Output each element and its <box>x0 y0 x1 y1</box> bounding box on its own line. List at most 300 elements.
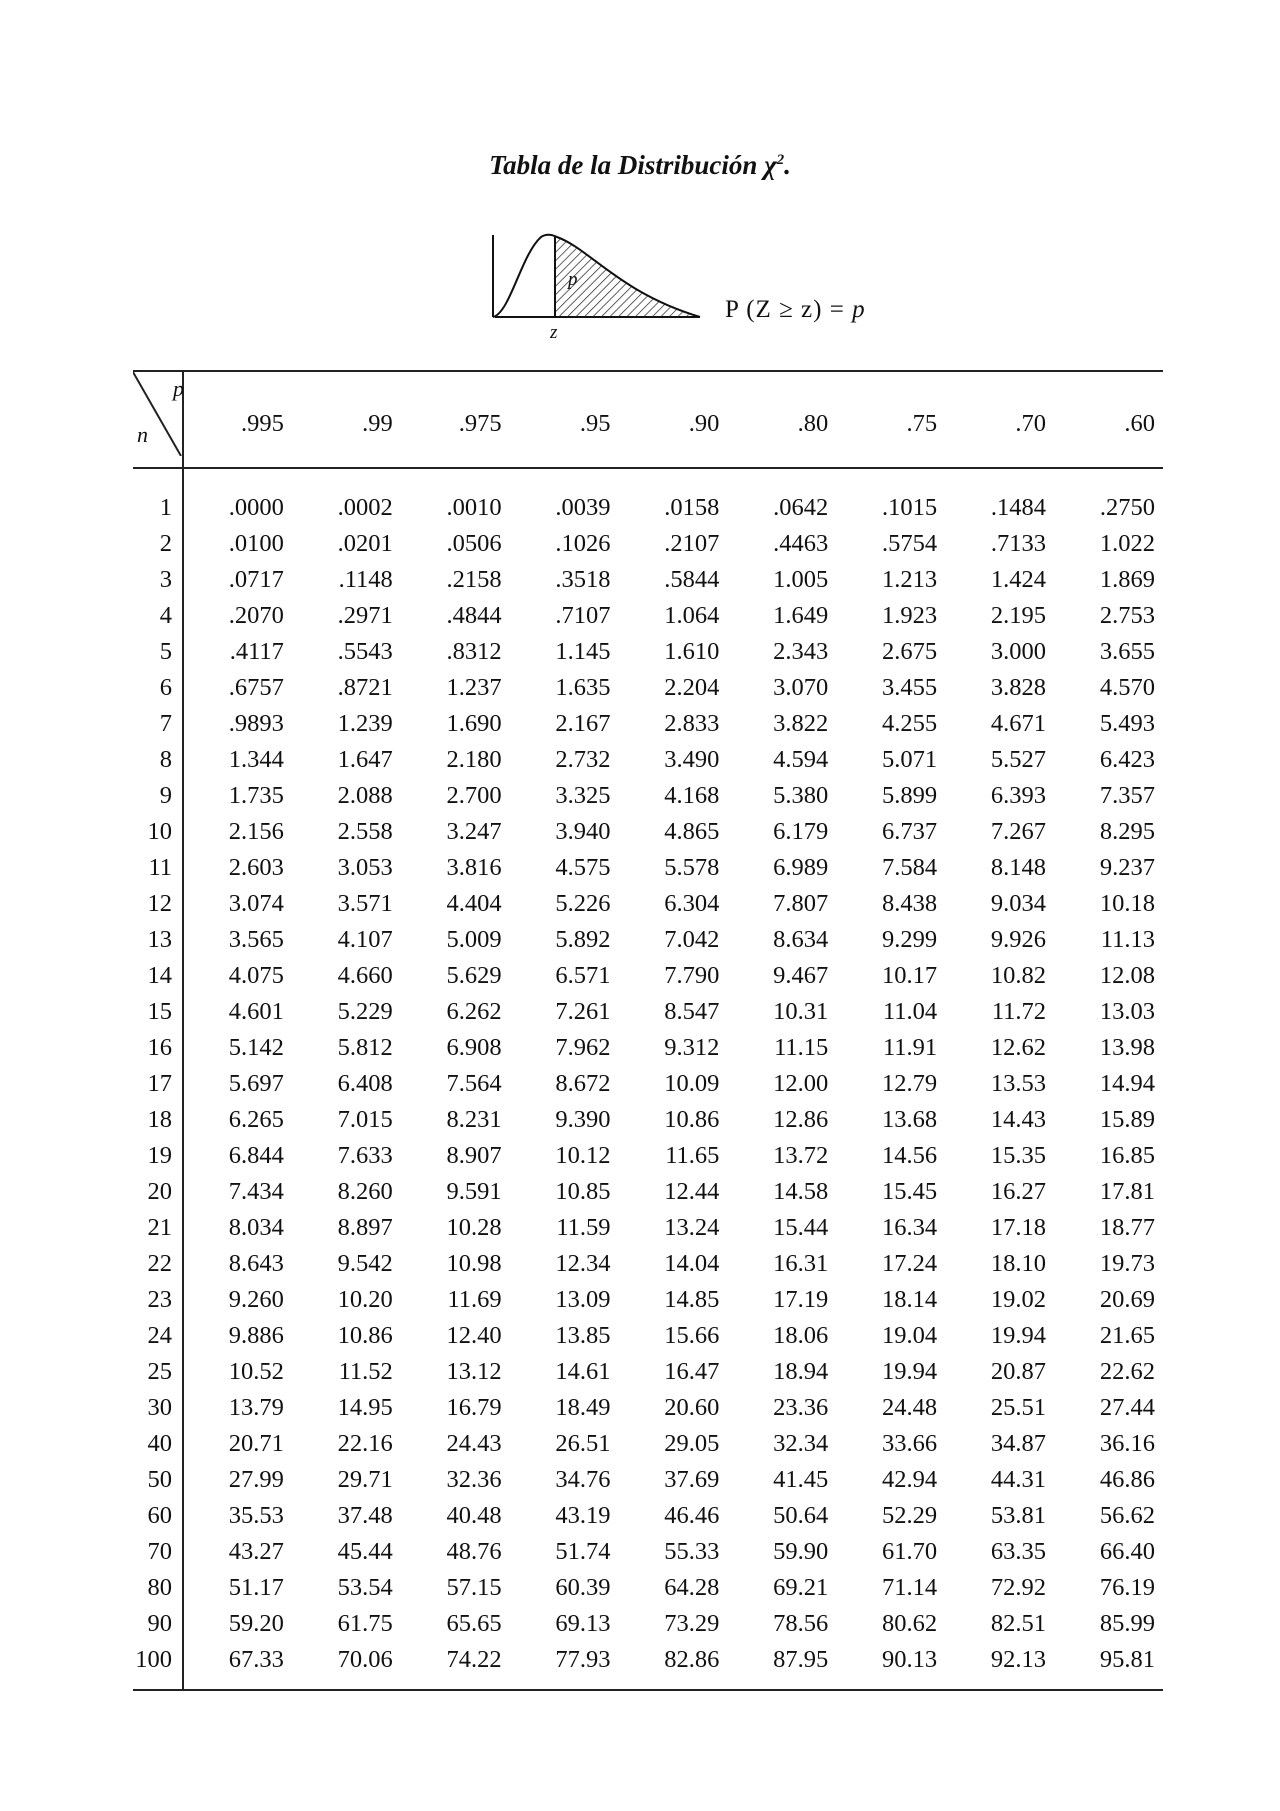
degrees-of-freedom-cell: 25 <box>133 1354 183 1390</box>
table-row <box>133 1210 1163 1246</box>
value-cell: 33.66 <box>882 1430 938 1457</box>
value-cell: 22.62 <box>1099 1358 1155 1385</box>
value-cell: 1.869 <box>1099 566 1155 593</box>
table-row <box>133 958 1163 994</box>
value-cell: 5.892 <box>555 926 611 953</box>
value-cell: 6.179 <box>773 818 829 845</box>
value-cell: 67.33 <box>183 1642 292 1690</box>
value-cell: 14.04 <box>664 1250 720 1277</box>
value-cell: 2.732 <box>555 746 611 773</box>
value-cell: 16.27 <box>990 1178 1047 1205</box>
value-cell: 11.59 <box>556 1214 611 1241</box>
table-row <box>133 886 1163 922</box>
value-cell: 11.72 <box>991 998 1047 1025</box>
z-axis-label: z <box>550 322 558 343</box>
value-cell: .0039 <box>555 494 611 521</box>
value-cell: 4.255 <box>882 710 938 737</box>
value-cell: 9.467 <box>773 962 829 989</box>
value-cell: .0158 <box>664 494 720 521</box>
value-cell: 7.564 <box>446 1070 502 1097</box>
value-cell: 25.51 <box>990 1394 1047 1421</box>
value-cell: 8.438 <box>882 890 938 917</box>
value-cell: 11.91 <box>882 1034 938 1061</box>
table-row <box>133 994 1163 1030</box>
value-cell: 8.034 <box>228 1214 284 1241</box>
degrees-of-freedom-cell: 30 <box>133 1390 183 1426</box>
value-cell: 3.000 <box>990 638 1047 665</box>
table-row <box>133 1534 1163 1570</box>
value-cell: 6.304 <box>664 890 720 917</box>
value-cell: 6.571 <box>555 962 611 989</box>
value-cell: 5.527 <box>990 746 1047 773</box>
degrees-of-freedom-cell: 18 <box>133 1102 183 1138</box>
value-cell: 15.66 <box>664 1322 720 1349</box>
value-cell: 11.13 <box>1100 926 1155 953</box>
degrees-of-freedom-cell: 8 <box>133 742 183 778</box>
value-cell: 4.570 <box>1099 674 1155 701</box>
value-cell: 19.94 <box>882 1358 938 1385</box>
value-cell: 10.82 <box>990 962 1047 989</box>
value-cell: 66.40 <box>1099 1538 1155 1565</box>
value-cell: 8.148 <box>990 854 1047 881</box>
value-cell: 15.45 <box>882 1178 938 1205</box>
table-row <box>133 706 1163 742</box>
value-cell: 14.95 <box>337 1394 393 1421</box>
value-cell: 5.812 <box>337 1034 393 1061</box>
value-cell: 53.81 <box>990 1502 1047 1529</box>
value-cell: 12.44 <box>664 1178 720 1205</box>
value-cell: 8.295 <box>1099 818 1155 845</box>
value-cell: 7.015 <box>337 1106 393 1133</box>
value-cell: .1484 <box>990 494 1047 521</box>
value-cell: 15.35 <box>990 1142 1047 1169</box>
value-cell: 12.62 <box>990 1034 1047 1061</box>
value-cell: 17.19 <box>773 1286 829 1313</box>
value-cell: 3.828 <box>990 674 1047 701</box>
value-cell: 43.27 <box>228 1538 284 1565</box>
corner-cell <box>133 371 183 468</box>
column-header: .99 <box>292 371 401 468</box>
value-cell: 6.408 <box>337 1070 393 1097</box>
value-cell: 50.64 <box>773 1502 829 1529</box>
value-cell: 60.39 <box>555 1574 611 1601</box>
table-row <box>133 742 1163 778</box>
value-cell: 53.54 <box>337 1574 393 1601</box>
value-cell: .2750 <box>1099 494 1155 521</box>
value-cell: 27.44 <box>1099 1394 1155 1421</box>
table-row <box>133 1642 1163 1690</box>
table-row <box>133 1102 1163 1138</box>
value-cell: 42.94 <box>882 1466 938 1493</box>
value-cell: 14.43 <box>990 1106 1047 1133</box>
table-row <box>133 598 1163 634</box>
value-cell: 46.46 <box>664 1502 720 1529</box>
value-cell: 10.52 <box>228 1358 284 1385</box>
value-cell: 70.06 <box>292 1642 401 1690</box>
value-cell: 8.643 <box>228 1250 284 1277</box>
value-cell: 7.962 <box>555 1034 611 1061</box>
value-cell: 24.43 <box>446 1430 502 1457</box>
value-cell: 11.65 <box>665 1142 720 1169</box>
value-cell: 5.142 <box>228 1034 284 1061</box>
value-cell: 9.591 <box>446 1178 502 1205</box>
column-header: .75 <box>836 371 945 468</box>
value-cell: 5.380 <box>773 782 829 809</box>
value-cell: 19.04 <box>882 1322 938 1349</box>
value-cell: 8.897 <box>337 1214 393 1241</box>
column-header: .80 <box>727 371 836 468</box>
value-cell: 2.180 <box>446 746 502 773</box>
degrees-of-freedom-cell: 22 <box>133 1246 183 1282</box>
table-body <box>133 468 1163 1690</box>
value-cell: 22.16 <box>337 1430 393 1457</box>
value-cell: 7.267 <box>990 818 1047 845</box>
value-cell: 2.167 <box>555 710 611 737</box>
value-cell: 51.74 <box>555 1538 611 1565</box>
value-cell: 43.19 <box>555 1502 611 1529</box>
value-cell: 20.87 <box>990 1358 1047 1385</box>
value-cell: 2.204 <box>664 674 720 701</box>
value-cell: 20.71 <box>228 1430 284 1457</box>
value-cell: 1.239 <box>337 710 393 737</box>
value-cell: 14.58 <box>773 1178 829 1205</box>
value-cell: 85.99 <box>1099 1610 1155 1637</box>
value-cell: .8721 <box>337 674 393 701</box>
value-cell: 41.45 <box>773 1466 829 1493</box>
value-cell: .7133 <box>990 530 1047 557</box>
value-cell: 61.75 <box>337 1610 393 1637</box>
value-cell: 18.49 <box>555 1394 611 1421</box>
value-cell: 46.86 <box>1099 1466 1155 1493</box>
value-cell: 71.14 <box>882 1574 938 1601</box>
table-row <box>133 1570 1163 1606</box>
value-cell: 4.865 <box>664 818 720 845</box>
value-cell: 1.424 <box>990 566 1047 593</box>
table-row <box>133 1354 1163 1390</box>
table-row <box>133 850 1163 886</box>
value-cell: 2.603 <box>228 854 284 881</box>
value-cell: 8.672 <box>555 1070 611 1097</box>
value-cell: .1026 <box>555 530 611 557</box>
value-cell: 6.265 <box>228 1106 284 1133</box>
value-cell: 36.16 <box>1099 1430 1155 1457</box>
value-cell: .0010 <box>446 494 502 521</box>
value-cell: 64.28 <box>664 1574 720 1601</box>
value-cell: 7.434 <box>228 1178 284 1205</box>
value-cell: 16.34 <box>882 1214 938 1241</box>
title-text: Tabla de la Distribución χ <box>489 150 777 180</box>
chi-square-curve-diagram <box>455 225 885 345</box>
value-cell: 2.833 <box>664 710 720 737</box>
value-cell: 6.262 <box>446 998 502 1025</box>
corner-n-label: n <box>137 422 148 447</box>
table-row <box>133 1246 1163 1282</box>
value-cell: 13.72 <box>773 1142 829 1169</box>
value-cell: .5543 <box>337 638 393 665</box>
degrees-of-freedom-cell: 20 <box>133 1174 183 1210</box>
table-row <box>133 1138 1163 1174</box>
value-cell: .0717 <box>228 566 284 593</box>
value-cell: .5754 <box>882 530 938 557</box>
value-cell: 27.99 <box>228 1466 284 1493</box>
value-cell: 87.95 <box>727 1642 836 1690</box>
value-cell: 7.807 <box>773 890 829 917</box>
value-cell: 2.700 <box>446 782 502 809</box>
value-cell: 13.68 <box>882 1106 938 1133</box>
value-cell: 11.15 <box>774 1034 829 1061</box>
value-cell: .4117 <box>229 638 284 665</box>
value-cell: 80.62 <box>882 1610 938 1637</box>
value-cell: 13.12 <box>446 1358 502 1385</box>
value-cell: 7.790 <box>664 962 720 989</box>
value-cell: 3.571 <box>337 890 393 917</box>
value-cell: 8.907 <box>446 1142 502 1169</box>
degrees-of-freedom-cell: 7 <box>133 706 183 742</box>
value-cell: 10.12 <box>555 1142 611 1169</box>
degrees-of-freedom-cell: 10 <box>133 814 183 850</box>
value-cell: 10.18 <box>1099 890 1155 917</box>
value-cell: 82.86 <box>619 1642 728 1690</box>
value-cell: 26.51 <box>555 1430 611 1457</box>
value-cell: 4.404 <box>446 890 502 917</box>
value-cell: 72.92 <box>990 1574 1047 1601</box>
value-cell: 4.601 <box>228 998 284 1025</box>
value-cell: .9893 <box>228 710 284 737</box>
value-cell: 10.98 <box>446 1250 502 1277</box>
value-cell: 51.17 <box>228 1574 284 1601</box>
value-cell: 32.34 <box>773 1430 829 1457</box>
value-cell: 9.237 <box>1099 854 1155 881</box>
value-cell: 16.31 <box>773 1250 829 1277</box>
value-cell: 29.05 <box>664 1430 720 1457</box>
value-cell: 13.03 <box>1099 998 1155 1025</box>
value-cell: 16.79 <box>446 1394 502 1421</box>
value-cell: 35.53 <box>228 1502 284 1529</box>
chi-square-table-container <box>133 370 1163 1691</box>
value-cell: 20.60 <box>664 1394 720 1421</box>
column-header: .90 <box>619 371 728 468</box>
value-cell: 56.62 <box>1099 1502 1155 1529</box>
value-cell: 5.578 <box>664 854 720 881</box>
table-row <box>133 670 1163 706</box>
value-cell: 4.671 <box>990 710 1047 737</box>
value-cell: 1.923 <box>882 602 938 629</box>
value-cell: 3.074 <box>228 890 284 917</box>
value-cell: 1.735 <box>228 782 284 809</box>
value-cell: .3518 <box>555 566 611 593</box>
degrees-of-freedom-cell: 19 <box>133 1138 183 1174</box>
value-cell: 52.29 <box>882 1502 938 1529</box>
value-cell: 34.76 <box>555 1466 611 1493</box>
value-cell: 3.940 <box>555 818 611 845</box>
degrees-of-freedom-cell: 9 <box>133 778 183 814</box>
column-header: .95 <box>510 371 619 468</box>
value-cell: 16.85 <box>1099 1142 1155 1169</box>
value-cell: 7.042 <box>664 926 720 953</box>
value-cell: 6.423 <box>1099 746 1155 773</box>
value-cell: .1148 <box>338 566 393 593</box>
value-cell: 12.08 <box>1099 962 1155 989</box>
degrees-of-freedom-cell: 17 <box>133 1066 183 1102</box>
value-cell: 7.357 <box>1099 782 1155 809</box>
value-cell: 44.31 <box>990 1466 1047 1493</box>
value-cell: 16.47 <box>664 1358 720 1385</box>
degrees-of-freedom-cell: 100 <box>133 1642 183 1690</box>
value-cell: 11.69 <box>447 1286 502 1313</box>
table-row <box>133 1426 1163 1462</box>
value-cell: 4.575 <box>555 854 611 881</box>
value-cell: 10.86 <box>337 1322 393 1349</box>
value-cell: 13.85 <box>555 1322 611 1349</box>
value-cell: 29.71 <box>337 1466 393 1493</box>
value-cell: 9.312 <box>664 1034 720 1061</box>
table-row <box>133 1282 1163 1318</box>
value-cell: 1.610 <box>664 638 720 665</box>
column-header: .975 <box>401 371 510 468</box>
value-cell: 9.886 <box>228 1322 284 1349</box>
value-cell: 8.260 <box>337 1178 393 1205</box>
value-cell: 8.231 <box>446 1106 502 1133</box>
value-cell: 55.33 <box>664 1538 720 1565</box>
value-cell: 34.87 <box>990 1430 1047 1457</box>
value-cell: 1.690 <box>446 710 502 737</box>
value-cell: 13.98 <box>1099 1034 1155 1061</box>
table-row <box>133 1174 1163 1210</box>
value-cell: 2.753 <box>1099 602 1155 629</box>
value-cell: 3.822 <box>773 710 829 737</box>
value-cell: 10.09 <box>664 1070 720 1097</box>
value-cell: .0201 <box>337 530 393 557</box>
value-cell: 1.237 <box>446 674 502 701</box>
value-cell: 14.85 <box>664 1286 720 1313</box>
value-cell: 4.107 <box>337 926 393 953</box>
value-cell: 13.24 <box>664 1214 720 1241</box>
table-row <box>133 634 1163 670</box>
value-cell: 3.565 <box>228 926 284 953</box>
value-cell: 2.195 <box>990 602 1047 629</box>
value-cell: 7.633 <box>337 1142 393 1169</box>
value-cell: 10.28 <box>446 1214 502 1241</box>
value-cell: 4.075 <box>228 962 284 989</box>
value-cell: 9.926 <box>990 926 1047 953</box>
value-cell: 10.31 <box>773 998 829 1025</box>
probability-formula <box>725 296 866 324</box>
value-cell: 6.737 <box>882 818 938 845</box>
degrees-of-freedom-cell: 23 <box>133 1282 183 1318</box>
table-row <box>133 1498 1163 1534</box>
value-cell: .4463 <box>773 530 829 557</box>
value-cell: 9.034 <box>990 890 1047 917</box>
value-cell: .6757 <box>228 674 284 701</box>
degrees-of-freedom-cell: 12 <box>133 886 183 922</box>
value-cell: 3.655 <box>1099 638 1155 665</box>
value-cell: 2.156 <box>228 818 284 845</box>
distribution-figure <box>455 225 885 345</box>
value-cell: 5.226 <box>555 890 611 917</box>
value-cell: 6.393 <box>990 782 1047 809</box>
value-cell: 24.48 <box>882 1394 938 1421</box>
value-cell: 9.390 <box>555 1106 611 1133</box>
value-cell: 21.65 <box>1099 1322 1155 1349</box>
value-cell: 23.36 <box>773 1394 829 1421</box>
value-cell: 5.629 <box>446 962 502 989</box>
title-superscript: 2 <box>776 152 785 168</box>
value-cell: 9.542 <box>337 1250 393 1277</box>
column-header: .995 <box>183 371 292 468</box>
value-cell: 2.675 <box>882 638 938 665</box>
degrees-of-freedom-cell: 6 <box>133 670 183 706</box>
table-row <box>133 922 1163 958</box>
value-cell: 1.005 <box>773 566 829 593</box>
value-cell: 9.299 <box>882 926 938 953</box>
value-cell: 17.18 <box>990 1214 1047 1241</box>
degrees-of-freedom-cell: 16 <box>133 1030 183 1066</box>
value-cell: .0002 <box>337 494 393 521</box>
value-cell: 59.90 <box>773 1538 829 1565</box>
table-row <box>133 468 1163 526</box>
value-cell: 10.85 <box>555 1178 611 1205</box>
value-cell: 1.064 <box>664 602 720 629</box>
table-row <box>133 778 1163 814</box>
value-cell: 48.76 <box>446 1538 502 1565</box>
degrees-of-freedom-cell: 40 <box>133 1426 183 1462</box>
value-cell: 5.697 <box>228 1070 284 1097</box>
probability-var: p <box>852 296 866 323</box>
value-cell: 45.44 <box>337 1538 393 1565</box>
degrees-of-freedom-cell: 11 <box>133 850 183 886</box>
value-cell: 77.93 <box>510 1642 619 1690</box>
value-cell: 3.816 <box>446 854 502 881</box>
page-title: Tabla de la Distribución $\chi^2$. <box>489 150 791 180</box>
value-cell: .4844 <box>446 602 502 629</box>
value-cell: 37.69 <box>664 1466 720 1493</box>
value-cell: 4.660 <box>337 962 393 989</box>
degrees-of-freedom-cell: 70 <box>133 1534 183 1570</box>
value-cell: 8.634 <box>773 926 829 953</box>
value-cell: .2971 <box>337 602 393 629</box>
value-cell: 7.261 <box>555 998 611 1025</box>
value-cell: .0642 <box>773 494 829 521</box>
value-cell: .0100 <box>228 530 284 557</box>
degrees-of-freedom-cell: 13 <box>133 922 183 958</box>
degrees-of-freedom-cell: 24 <box>133 1318 183 1354</box>
value-cell: 10.20 <box>337 1286 393 1313</box>
value-cell: 5.071 <box>882 746 938 773</box>
probability-prefix: P (Z ≥ z) = <box>725 296 853 323</box>
value-cell: 37.48 <box>337 1502 393 1529</box>
value-cell: 19.73 <box>1099 1250 1155 1277</box>
value-cell: 63.35 <box>990 1538 1047 1565</box>
value-cell: 12.40 <box>446 1322 502 1349</box>
value-cell: 61.70 <box>882 1538 938 1565</box>
value-cell: 12.34 <box>555 1250 611 1277</box>
value-cell: 14.94 <box>1099 1070 1155 1097</box>
value-cell: 73.29 <box>664 1610 720 1637</box>
table-row <box>133 814 1163 850</box>
value-cell: 69.13 <box>555 1610 611 1637</box>
value-cell: 15.44 <box>773 1214 829 1241</box>
value-cell: 17.24 <box>882 1250 938 1277</box>
value-cell: 76.19 <box>1099 1574 1155 1601</box>
value-cell: 57.15 <box>446 1574 502 1601</box>
value-cell: 13.09 <box>555 1286 611 1313</box>
value-cell: 40.48 <box>446 1502 502 1529</box>
value-cell: 69.21 <box>773 1574 829 1601</box>
value-cell: 3.455 <box>882 674 938 701</box>
table-row <box>133 1390 1163 1426</box>
value-cell: 1.213 <box>882 566 938 593</box>
table-row <box>133 1318 1163 1354</box>
